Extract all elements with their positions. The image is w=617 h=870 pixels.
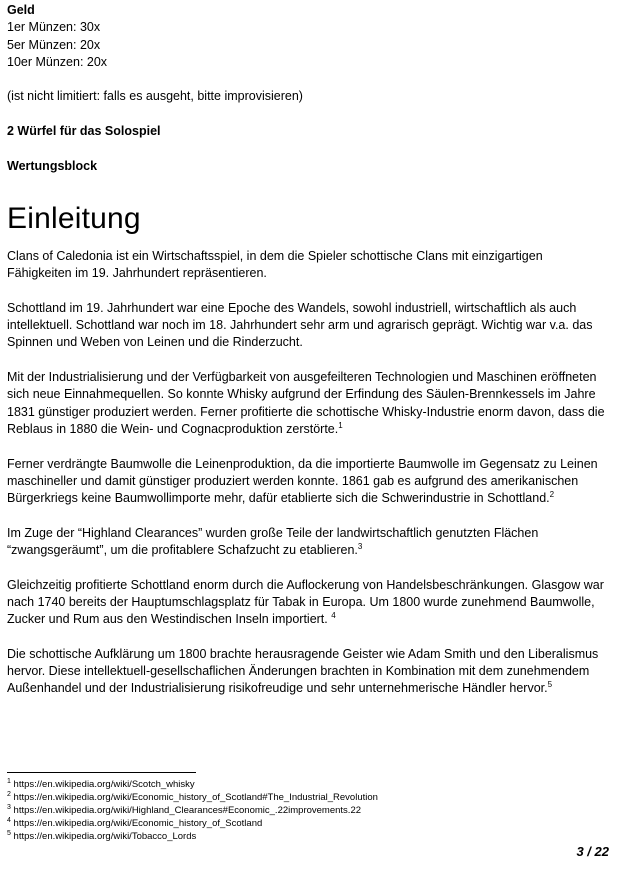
- footnote-url: https://en.wikipedia.org/wiki/Highland_Clearances#Economic_.22improvements.22: [10, 805, 362, 816]
- coin-count-line: 10er Münzen: 20x: [7, 54, 108, 69]
- footnote-line: [7, 830, 607, 843]
- footnote-list: [7, 778, 607, 843]
- coin-count-list: [7, 19, 608, 71]
- intro-paragraph: [7, 300, 608, 352]
- footnote-number: 4: [7, 816, 11, 824]
- footnote-line: [7, 791, 607, 804]
- components-title: Geld: [7, 3, 35, 17]
- footnote-url: https://en.wikipedia.org/wiki/Economic_history_of_Scotland: [10, 818, 263, 829]
- intro-paragraphs: [7, 248, 608, 698]
- intro-paragraph: [7, 456, 608, 508]
- footnote-number: 3: [7, 803, 11, 811]
- footnote-number: 5: [7, 829, 11, 837]
- paragraph-text: Ferner verdrängte Baumwolle die Leinenproduktion, da die importierte Baumwolle im Gegensatz zu Leinen maschineller und damit günstiger produziert werden konnte. 1861 gab es aufgrund des amerikanischen Bürgerkriegs keine Baumwollimporte mehr, dafür etablierte sich die Schwerindustrie in Schottland.: [7, 456, 598, 506]
- footnote-ref: 2: [549, 489, 555, 499]
- solo-dice-line: 2 Würfel für das Solospiel: [7, 124, 161, 139]
- coin-count-line: 5er Münzen: 20x: [7, 37, 101, 52]
- footnotes-area: [7, 772, 607, 843]
- intro-paragraph: [7, 525, 608, 560]
- footnote-url: https://en.wikipedia.org/wiki/Scotch_whisky: [10, 779, 195, 790]
- intro-paragraph: [7, 248, 608, 283]
- footnote-url: https://en.wikipedia.org/wiki/Tobacco_Lords: [10, 831, 197, 842]
- footnote-url: https://en.wikipedia.org/wiki/Economic_history_of_Scotland#The_Industrial_Revolution: [10, 792, 378, 803]
- coin-count-line: 1er Münzen: 30x: [7, 20, 101, 35]
- blank-line: [7, 71, 608, 88]
- coins-unlimited-note: (ist nicht limitiert: falls es ausgeht, bitte improvisieren): [7, 89, 303, 104]
- paragraph-text: Clans of Caledonia ist ein Wirtschaftsspiel, in dem die Spieler schottische Clans mit einzigartigen Fähigkeiten im 19. Jahrhundert repräsentieren.: [7, 248, 543, 281]
- footnote-divider: [7, 772, 196, 773]
- intro-paragraph: [7, 369, 608, 438]
- paragraph-text: Gleichzeitig profitierte Schottland enorm durch die Auflockerung von Handelsbeschränkungen. Glasgow war nach 1740 bereits der Hauptumschlagsplatz für Tabak in Europa. Um 1800 wurde zunehmend Baumwolle, Zucker und Rum aus den Westindischen Inseln importiert.: [7, 577, 604, 627]
- footnote-ref: 5: [547, 680, 553, 690]
- footnote-line: [7, 817, 607, 830]
- intro-paragraph: [7, 577, 608, 629]
- footnote-line: [7, 778, 607, 791]
- blank-line: [7, 140, 608, 157]
- footnote-ref: 3: [357, 541, 363, 551]
- footnote-ref: 4: [331, 611, 336, 621]
- components-block: [7, 2, 608, 175]
- footnote-line: [7, 804, 607, 817]
- paragraph-text: Schottland im 19. Jahrhundert war eine Epoche des Wandels, sowohl industriell, wirtschaftlich als auch intellektuell. Schottland war noch im 18. Jahrhundert sehr arm und agrarisch geprägt. Wichtig war v.a. das Spinnen und Weben von Leinen und die Rinderzucht.: [7, 300, 593, 350]
- score-pad-line: Wertungsblock: [7, 158, 98, 173]
- paragraph-text: Im Zuge der “Highland Clearances” wurden große Teile der landwirtschaftlich genutzten Flächen “zwangsgeräumt”, um die profitablere Schafzucht zu etablieren.: [7, 525, 539, 558]
- footnote-number: 1: [7, 777, 11, 785]
- intro-paragraph: [7, 646, 608, 698]
- footnote-ref: 1: [338, 420, 343, 430]
- paragraph-text: Die schottische Aufklärung um 1800 brachte herausragende Geister wie Adam Smith und den Liberalismus hervor. Diese intellektuell-gesellschaflichen Änderungen brachten in Kombination mit dem zunehmendem Außenhandel und der Industrialisierung risikofreudige und sehr unternehmerische Händler hervor.: [7, 646, 599, 696]
- section-heading: Einleitung: [7, 201, 141, 235]
- paragraph-text: Mit der Industrialisierung und der Verfügbarkeit von ausgefeilteren Technologien und Maschinen eröffneten sich neue Einnahmequellen. So konnte Whisky aufgrund der Erfindung des Säulen-Brennkessels im Jahre 1831 günstiger produziert werden. Ferner profitierte die schottische Whisky-Industrie enorm davon, dass die Reblaus in 1880 die Wein- und Cognacproduktion zerstörte.: [7, 370, 605, 436]
- page-number: 3 / 22: [576, 844, 609, 859]
- footnote-number: 2: [7, 790, 11, 798]
- blank-line: [7, 106, 608, 123]
